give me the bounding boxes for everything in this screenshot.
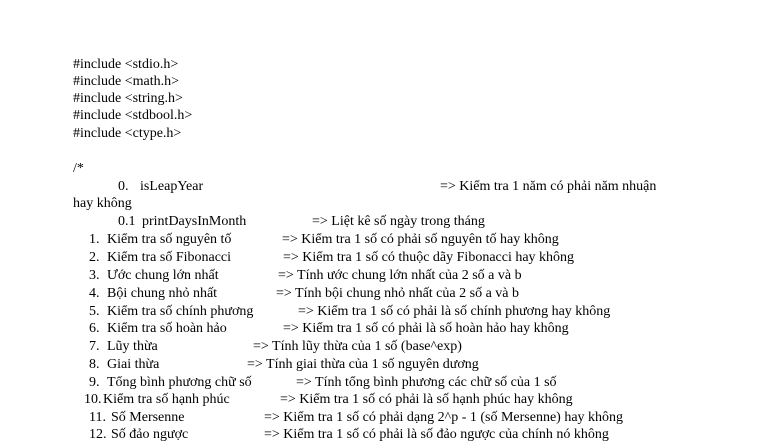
comment-open: /* [73,161,84,176]
include-string: #include <string.h> [73,91,183,106]
item-description: => Kiểm tra 1 năm có phải năm nhuận [440,179,657,194]
item-description: => Liệt kê số ngày trong tháng [312,214,485,229]
item-description: => Kiểm tra 1 số có phải số nguyên tố hay không [282,232,559,247]
item-number: 9. [89,375,100,390]
item-number: 3. [89,268,100,283]
item-description: => Kiểm tra 1 số có phải là số đảo ngược của chính nó không [264,427,609,442]
item-name: Tổng bình phương chữ số [107,375,252,390]
item-name: Giai thừa [107,357,160,372]
item-number: 5. [89,304,100,319]
item-description: => Tính lũy thừa của 1 số (base^exp) [253,339,462,354]
item-description: => Kiểm tra 1 số có phải là số hoàn hảo hay không [283,321,569,336]
item-name: Bội chung nhỏ nhất [107,286,218,301]
item-number: 8. [89,357,100,372]
item-name: Kiểm tra số hạnh phúc [103,392,230,407]
include-ctype: #include <ctype.h> [73,126,182,141]
item-name: Ước chung lớn nhất [107,268,219,283]
item-number: 2. [89,250,100,265]
item-number: 0. [118,179,129,194]
item-number: 0.1 [118,214,136,229]
item-description: => Tính tổng bình phương các chữ số của 1 số [296,375,557,390]
item-description: => Tính giai thừa của 1 số nguyên dương [247,357,479,372]
include-stdbool: #include <stdbool.h> [73,108,193,123]
item-name: Kiểm tra số Fibonacci [107,250,232,265]
item-description: => Kiểm tra 1 số có phải là số hạnh phúc hay không [280,392,573,407]
item-description-wrap: hay không [73,196,132,211]
item-description: => Tính bội chung nhỏ nhất của 2 số a và b [276,286,519,301]
include-math: #include <math.h> [73,74,179,89]
item-name: Lũy thừa [107,339,158,354]
item-name: Số đảo ngược [111,427,189,442]
item-name: Kiểm tra số nguyên tố [107,232,232,247]
item-number: 11. [89,410,106,425]
item-name: isLeapYear [140,179,204,194]
item-description: => Kiểm tra 1 số có phải là số chính phương hay không [298,304,611,319]
include-stdio: #include <stdio.h> [73,57,179,72]
item-number: 1. [89,232,100,247]
item-name: Kiểm tra số chính phương [107,304,254,319]
item-number: 10. [84,392,102,407]
item-number: 6. [89,321,100,336]
item-description: => Kiểm tra 1 số có thuộc dãy Fibonacci hay không [283,250,575,265]
item-name: printDaysInMonth [142,214,247,229]
item-description: => Tính ước chung lớn nhất của 2 số a và b [278,268,522,283]
item-number: 12. [89,427,107,442]
item-description: => Kiểm tra 1 số có phải dạng 2^p - 1 (số Mersenne) hay không [264,410,624,425]
item-number: 7. [89,339,100,354]
item-number: 4. [89,286,100,301]
item-name: Kiểm tra số hoàn hảo [107,321,227,336]
item-name: Số Mersenne [111,410,185,425]
